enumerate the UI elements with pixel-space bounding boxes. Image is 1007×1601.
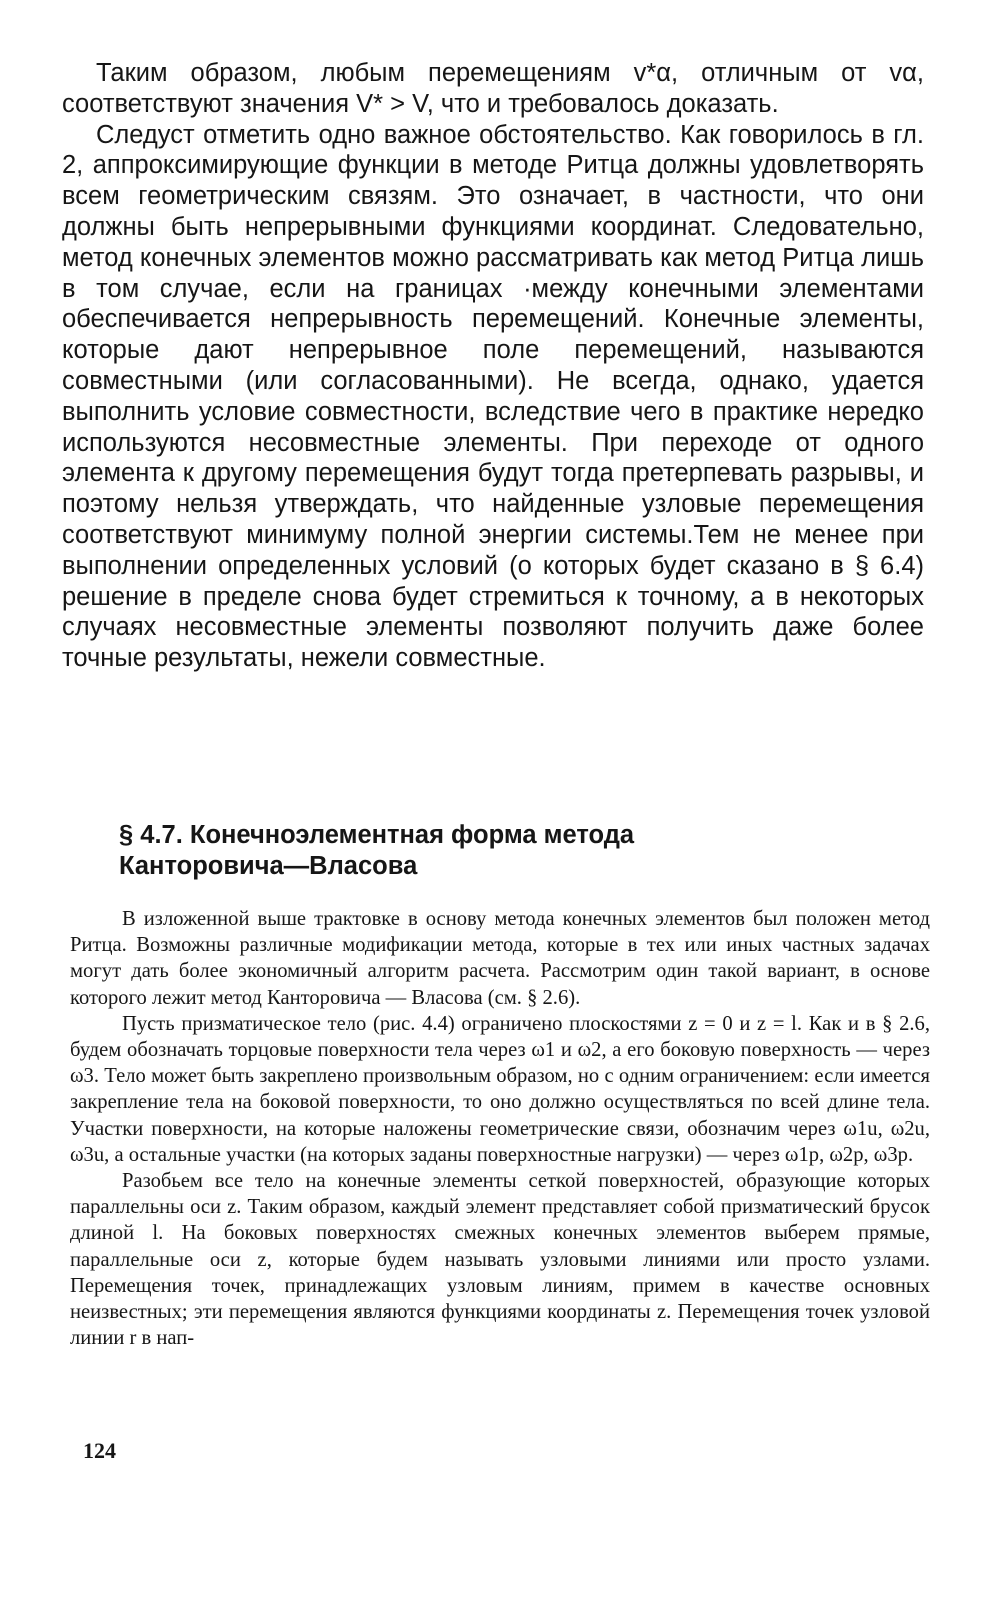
- body-paragraph-3: Разобьем все тело на конечные элементы сеткой поверхностей, образующие которых параллельны оси z. Таким образом, каждый элемент представляет собой призматический брусок длиной l. На боковых поверхностях смежных конечных элементов выберем прямые, параллельные оси z, которые будем называть узловыми линиями или просто узлами. Перемещения точек, принадлежащих узловым линиям, примем в качестве основных неизвестных; эти перемещения являются функциями координаты z. Перемещения точек узловой линии r в нап-: [70, 1170, 930, 1350]
- body-paragraph-2: Пусть призматическое тело (рис. 4.4) ограничено плоскостями z = 0 и z = l. Как и в § 2.6, будем обозначать торцовые поверхности тела через ω1 и ω2, а его боковую поверхность — через ω3. Тело может быть закреплено произвольным образом, но с одним ограничением: если имеется закрепление тела на боковой поверхности, то оно должно осуществляться по всей длине тела. Участки поверхности, на которые наложены геометрические связи, обозначим через ω1u, ω2u, ω3u, а остальные участки (на которых заданы поверхностные нагрузки) — через ω1p, ω2p, ω3p.: [70, 1012, 930, 1166]
- section-body: [70, 906, 930, 1351]
- section-title-line-1: § 4.7. Конечноэлементная форма метода: [119, 821, 635, 849]
- section-heading: [119, 820, 879, 882]
- intro-text: [62, 58, 924, 674]
- body-paragraph-1: В изложенной выше трактовке в основу метода конечных элементов был положен метод Ритца. Возможны различные модификации метода, которые в тех или иных частных задачах могут дать более экономичный алгоритм расчета. Рассмотрим один такой вариант, в основе которого лежит метод Канторовича — Власова (см. § 2.6).: [70, 908, 930, 1009]
- intro-paragraph-2: Следуст отметить одно важное обстоятельство. Как говорилось в гл. 2, аппроксимирующие функции в методе Ритца должны удовлетворять всем геометрическим связям. Это означает, в частности, что они должны быть непрерывными функциями координат. Следовательно, метод конечных элементов можно рассматривать как метод Ритца лишь в том случае, если на границах ·между конечными элементами обеспечивается непрерывность перемещений. Конечные элементы, которые дают непрерывное поле перемещений, называются совместными (или согласованными). Не всегда, однако, удается выполнить условие совместности, вследствие чего в практике нередко используются несовместные элементы. При переходе от одного элемента к другому перемещения будут тогда претерпевать разрывы, и поэтому нельзя утверждать, что найденные узловые перемещения соответствуют минимуму полной энергии системы.Тем не менее при выполнении определенных условий (о которых будет сказано в § 6.4) решение в пределе снова будет стремиться к точному, а в некоторых случаях несовместные элементы позволяют получить даже более точные результаты, нежели совместные.: [62, 120, 924, 673]
- page-number: 124: [83, 1438, 116, 1463]
- section-title-line-2: Канторовича—Власова: [119, 852, 418, 880]
- intro-paragraph-1: Таким образом, любым перемещениям v*α, отличным от vα, соответствуют значения V* > V, что и требовалось доказать.: [62, 59, 924, 118]
